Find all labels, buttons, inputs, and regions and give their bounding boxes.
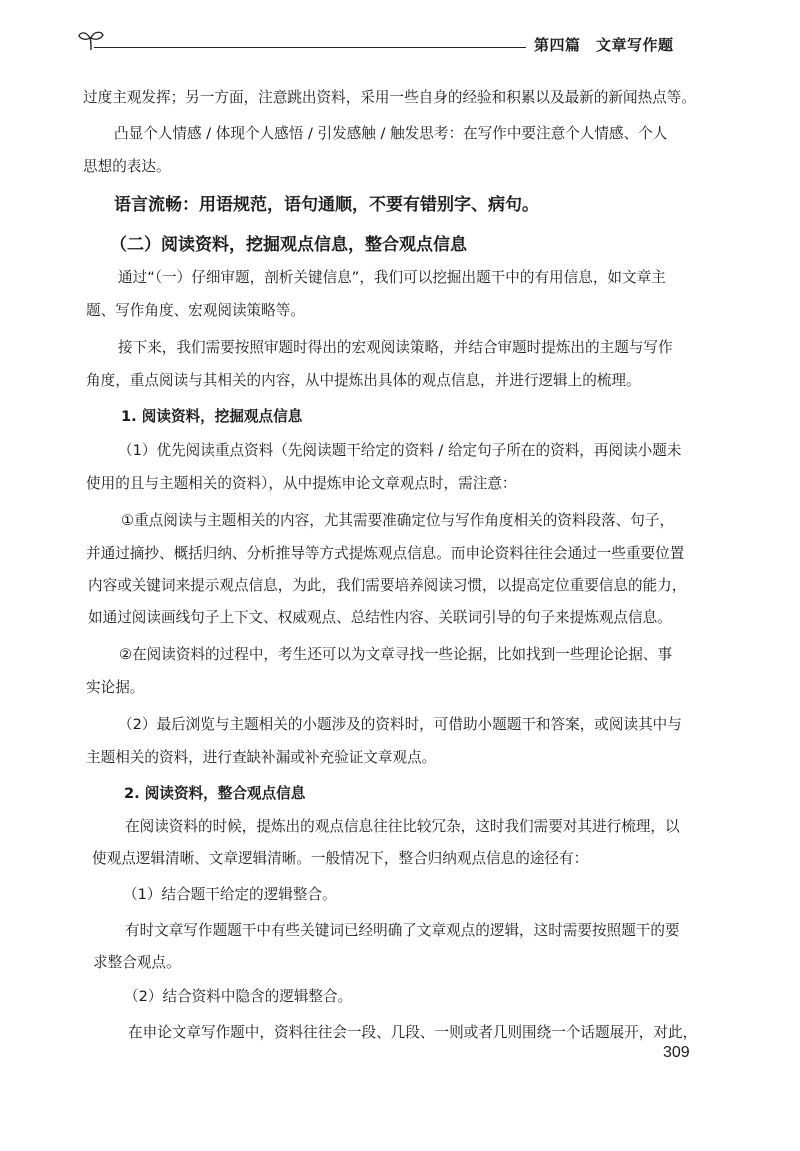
body-line: 在阅读资料的时候，提炼出的观点信息往往比较冗杂，这时我们需要对其进行梳理，以 [125,818,680,835]
body-line: 内容或关键词来提示观点信息，为此，我们需要培养阅读习惯，以提高定位重要信息的能力， [88,577,687,594]
page-body [83,88,698,1043]
body-line: 使用的且与主题相关的资料），从中提炼申论文章观点时，需注意： [86,475,517,492]
body-line: 凸显个人情感 / 体现个人感悟 / 引发感触 / 触发思考：在写作中要注意个人情感、个人 [114,125,668,142]
body-line: （2）最后浏览与主题相关的小题涉及的资料时，可借助小题题干和答案，或阅读其中与 [118,716,682,733]
section-heading: （二）阅读资料，挖掘观点信息，整合观点信息 [110,235,467,255]
body-line: ①重点阅读与主题相关的内容，尤其需要准确定位与写作角度相关的资料段落、句子， [121,512,675,529]
body-line: 并通过摘抄、概括归纳、分析推导等方式提炼观点信息。而申论资料往往会通过一些重要位置 [86,545,685,562]
body-line: （2）结合资料中隐含的逻辑整合。 [124,988,353,1005]
body-line: 思想的表达。 [83,158,171,175]
body-line: （1）优先阅读重点资料（先阅读题干给定的资料 / 给定句子所在的资料，再阅读小题未 [118,442,682,459]
body-line: 使观点逻辑清晰、文章逻辑清晰。一般情况下，整合归纳观点信息的途径有： [92,850,589,867]
body-line: 过度主观发挥；另一方面，注意跳出资料，采用一些自身的经验和积累以及最新的新闻热点等。 [83,89,696,106]
body-line: 求整合观点。 [93,954,181,971]
header-title: 第四篇 文章写作题 [534,36,674,54]
body-line: 通过“（一）仔细审题，剖析关键信息”，我们可以挖掘出题干中的有用信息，如文章主 [118,269,666,286]
sprout-icon [78,28,104,52]
body-line: 角度，重点阅读与其相关的内容，从中提炼出具体的观点信息，并进行逻辑上的梳理。 [86,372,641,389]
body-line: 在申论文章写作题中，资料往往会一段、几段、一则或者几则围绕一个话题展开，对此， [128,1024,698,1041]
subsection-heading: 2. 阅读资料，整合观点信息 [124,785,306,802]
body-line: 有时文章写作题题干中有些关键词已经明确了文章观点的逻辑，这时需要按照题干的要 [125,922,680,939]
body-line: 实论据。 [86,679,145,696]
body-line: 主题相关的资料，进行查缺补漏或补充验证文章观点。 [86,749,437,766]
page-number: 309 [663,1044,690,1061]
body-line: 如通过阅读画线句子上下文、权威观点、总结性内容、关联词引导的句子来提炼观点信息。 [88,609,672,626]
page-header [78,26,698,62]
subsection-heading: 1. 阅读资料，挖掘观点信息 [121,408,303,425]
body-line: 接下来，我们需要按照审题时得出的宏观阅读策略，并结合审题时提炼出的主题与写作 [118,339,673,356]
body-line: 题、写作角度、宏观阅读策略等。 [86,302,305,319]
body-line: 语言流畅：用语规范，语句通顺，不要有错别字、病句。 [114,195,539,215]
body-line: （1）结合题干给定的逻辑整合。 [123,886,337,903]
header-rule [94,47,526,48]
body-line: ②在阅读资料的过程中，考生还可以为文章寻找一些论据，比如找到一些理论论据、事 [119,646,673,663]
